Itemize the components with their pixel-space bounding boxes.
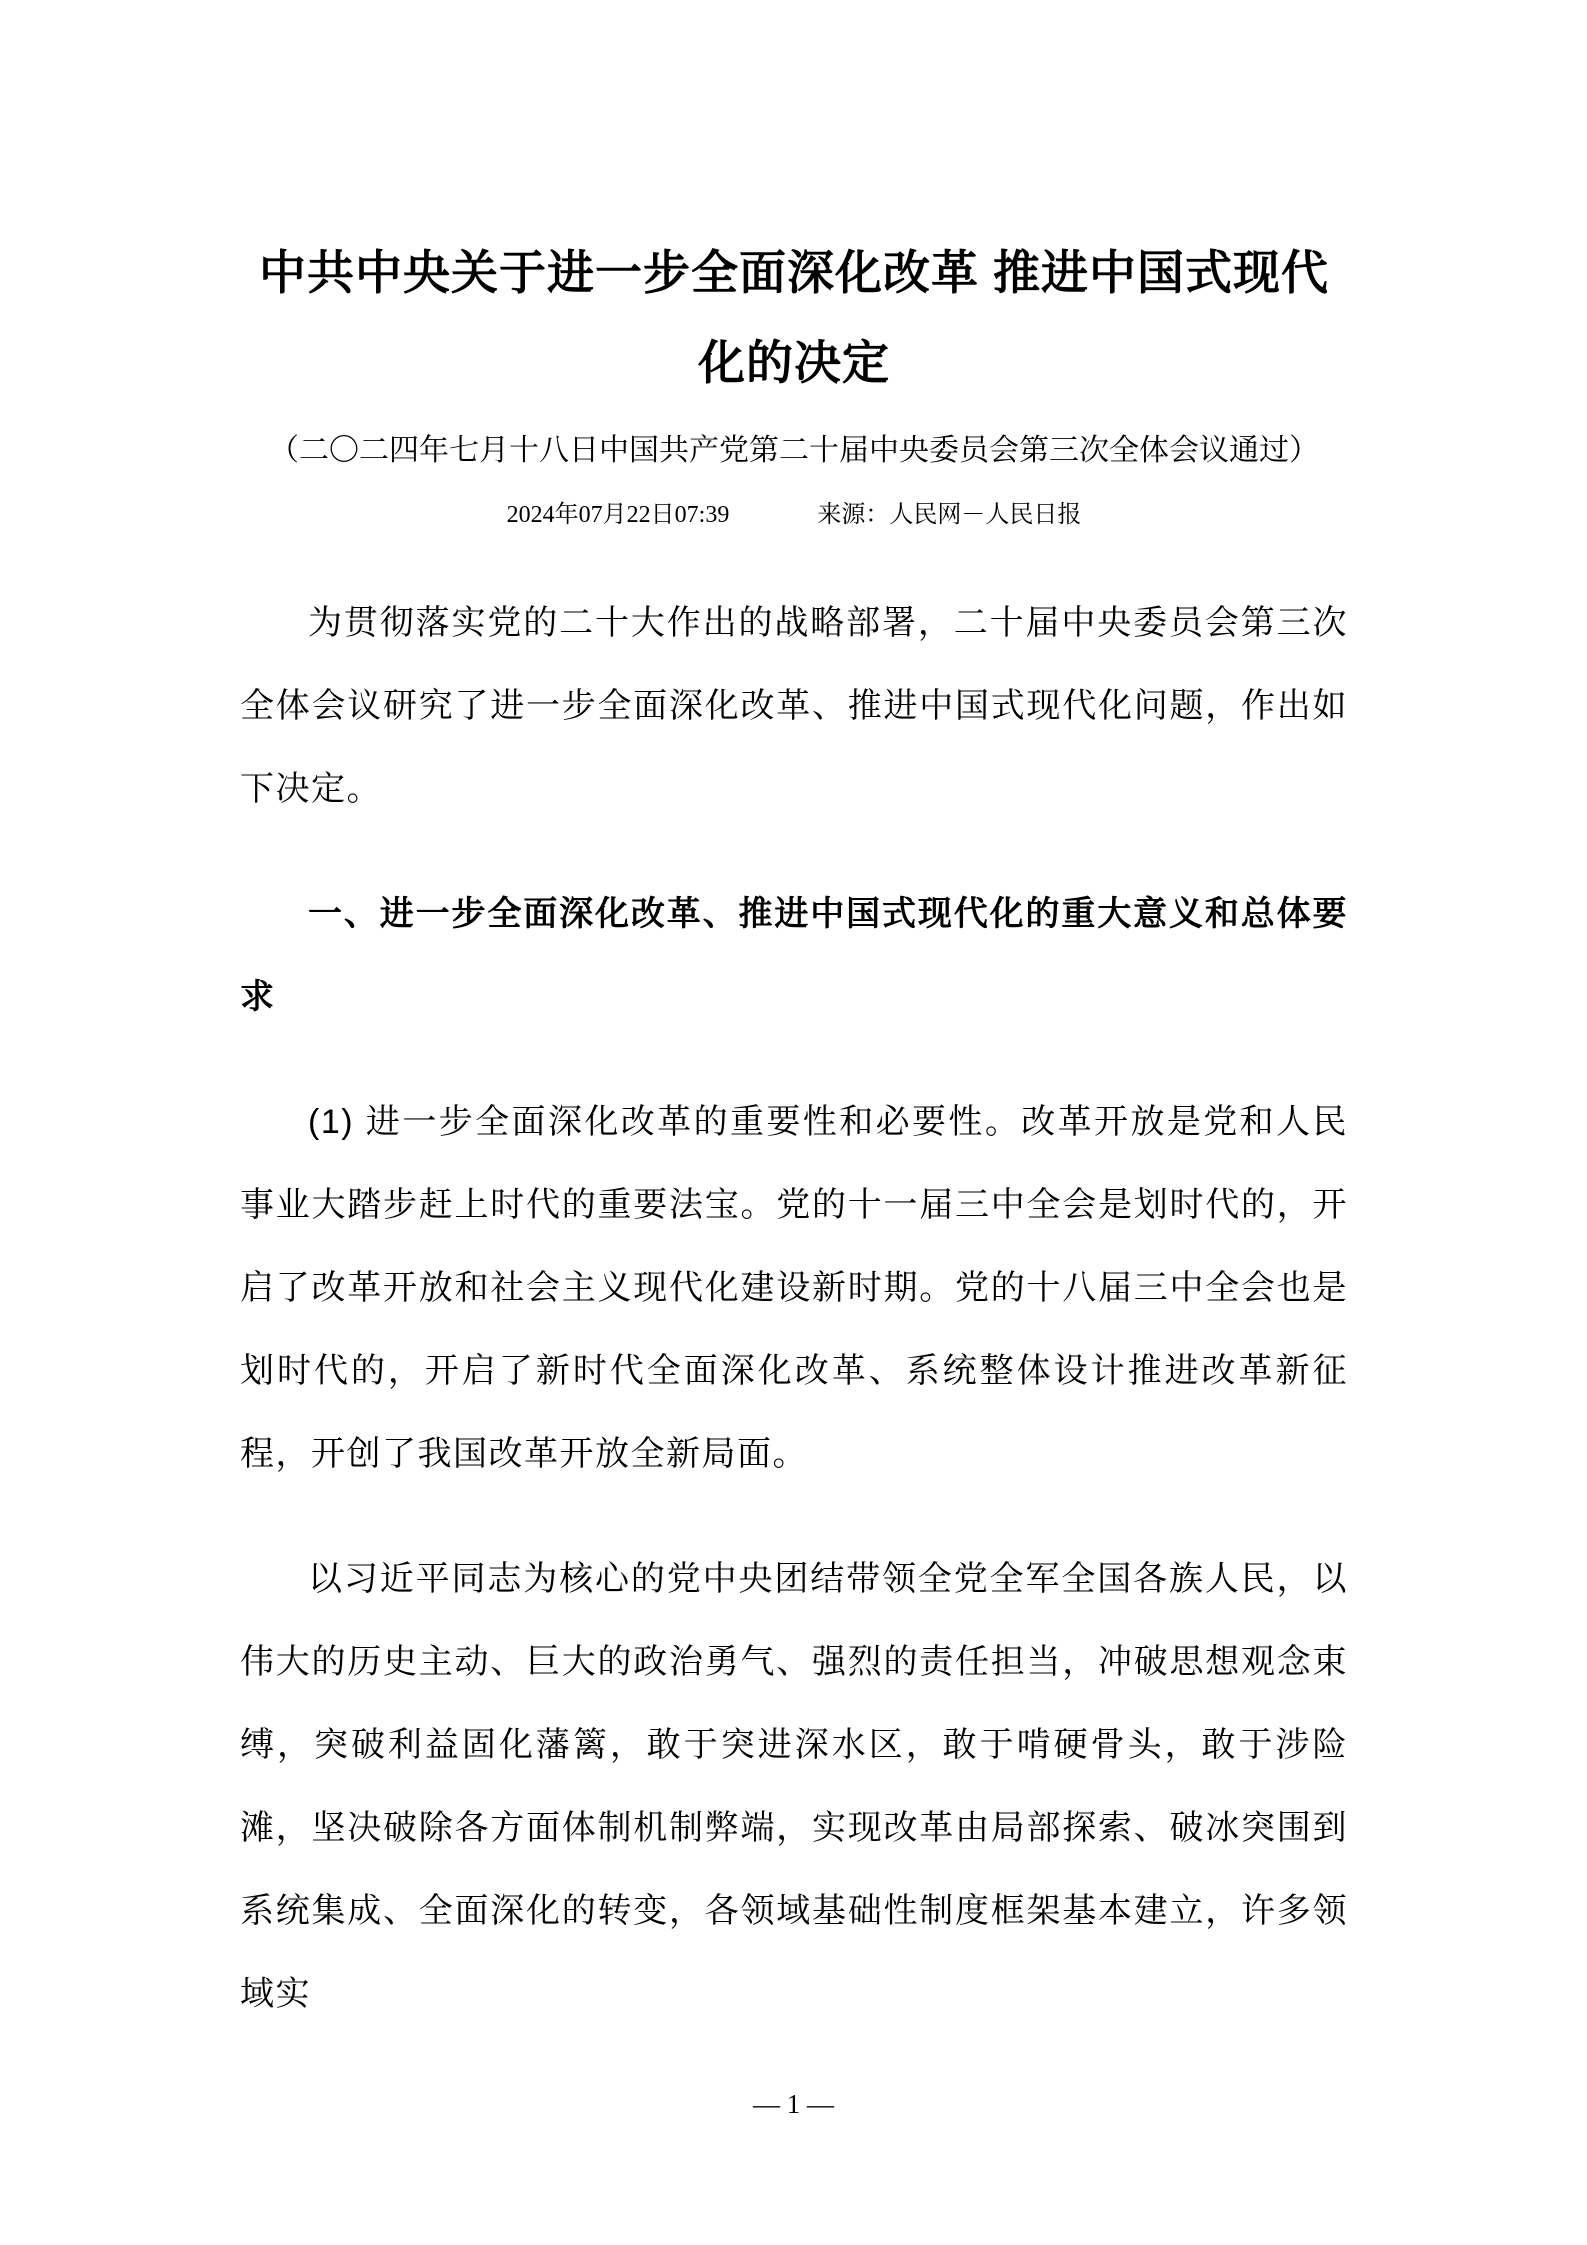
document-subtitle: （二〇二四年七月十八日中国共产党第二十届中央委员会第三次全体会议通过） (269, 434, 1319, 467)
intro-paragraph: 为贯彻落实党的二十大作出的战略部署，二十届中央委员会第三次全体会议研究了进一步全面深化改革、推进中国式现代化问题，作出如下决定。 (240, 604, 1348, 808)
source-value: 人民网－人民日报 (889, 502, 1082, 528)
body-paragraph-1: (1) 进一步全面深化改革的重要性和必要性。改革开放是党和人民事业大踏步赶上时代的重要法宝。党的十一届三中全会是划时代的，开启了改革开放和社会主义现代化建设新时期。党的十八届三中全会也是划时代的，开启了新时代全面深化改革、系统整体设计推进改革新征程，开创了我国改革开放全新局面。 (240, 1103, 1348, 1473)
page-number: — 1 — (753, 2089, 834, 2119)
meta-line (240, 498, 1348, 532)
section-heading: 一、进一步全面深化改革、推进中国式现代化的重大意义和总体要求 (240, 895, 1348, 1016)
source-label: 来源： (817, 502, 890, 528)
body-paragraph-2: 以习近平同志为核心的党中央团结带领全党全军全国各族人民，以伟大的历史主动、巨大的政治勇气、强烈的责任担当，冲破思想观念束缚，突破利益固化藩篱，敢于突进深水区，敢于啃硬骨头，敢于涉险滩，坚决破除各方面体制机制弊端，实现改革由局部探索、破冰突围到系统集成、全面深化的转变，各领域基础性制度框架基本建立，许多领域实 (240, 1560, 1348, 2013)
document-content (240, 0, 1348, 2036)
document-title: 中共中央关于进一步全面深化改革 推进中国式现代化的决定 (258, 246, 1330, 389)
publish-datetime: 2024年07月22日07:39 (506, 502, 730, 528)
